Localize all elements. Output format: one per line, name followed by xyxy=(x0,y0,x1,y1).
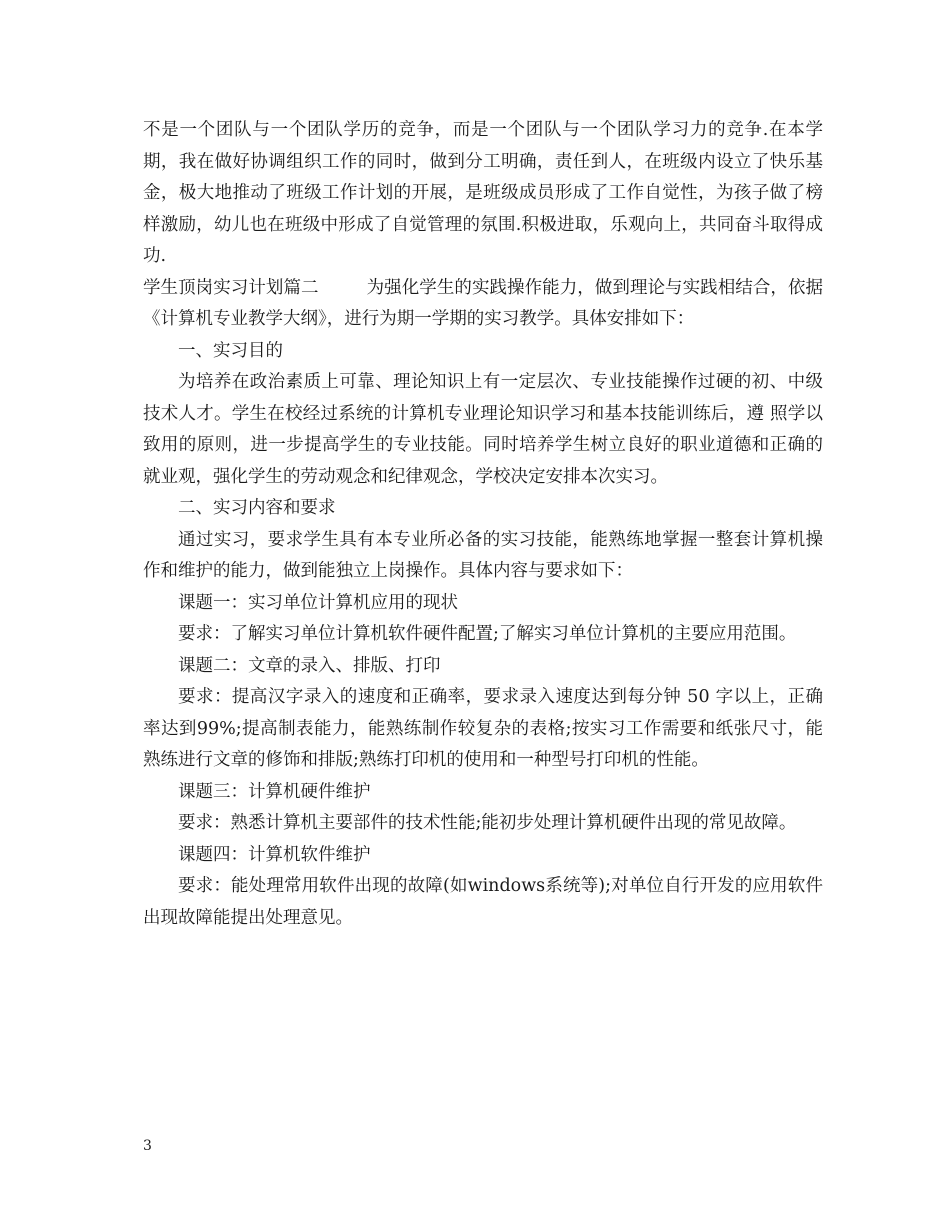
heading-content-requirements: 二、实习内容和要求 xyxy=(178,498,336,518)
topic-3-title: 课题三：计算机硬件维护 xyxy=(178,781,371,802)
heading-internship-purpose: 一、实习目的 xyxy=(178,340,283,361)
paragraph-internship-plan-intro xyxy=(143,273,823,336)
section-title: 学生顶岗实习计划篇二 xyxy=(143,277,319,298)
topic-1-requirement: 要求：了解实习单位计算机软件硬件配置;了解实习单位计算机的主要应用范围。 xyxy=(178,624,797,644)
page-number: 3 xyxy=(143,1138,152,1154)
document-body xyxy=(143,115,823,934)
topic-2-requirement: 要求：提高汉字录入的速度和正确率，要求录入速度达到每分钟 50 字以上，正确率达到99%;提高制表能力，能熟练制作较复杂的表格;按实习工作需要和纸张尺寸，能熟练进行文章的修饰和排版;熟练打印机的使用和一种型号打印机的性能。 xyxy=(143,687,823,770)
paragraph-team-competition: 不是一个团队与一个团队学历的竞争，而是一个团队与一个团队学习力的竞争.在本学期，我在做好协调组织工作的同时，做到分工明确，责任到人，在班级内设立了快乐基金，极大地推动了班级工作计划的开展，是班级成员形成了工作自觉性，为孩子做了榜样激励，幼儿也在班级中形成了自觉管理的氛围.积极进取，乐观向上，共同奋斗取得成功. xyxy=(143,120,823,266)
topic-4-title: 课题四：计算机软件维护 xyxy=(178,844,371,865)
topic-1-title: 课题一：实习单位计算机应用的现状 xyxy=(178,592,458,613)
topic-4-requirement: 要求：能处理常用软件出现的故障(如windows系统等);对单位自行开发的应用软件出现故障能提出处理意见。 xyxy=(143,876,823,928)
paragraph-content-requirements: 通过实习，要求学生具有本专业所必备的实习技能，能熟练地掌握一整套计算机操作和维护的能力，做到能独立上岗操作。具体内容与要求如下： xyxy=(143,529,823,581)
intro-text: 为强化学生的实践操作能力，做到理论与实践相结合，依据《计算机专业教学大纲》，进行为期一学期的实习教学。具体安排如下： xyxy=(143,277,824,329)
paragraph-internship-purpose: 为培养在政治素质上可靠、理论知识上有一定层次、专业技能操作过硬的初、中级技术人才。学生在校经过系统的计算机专业理论知识学习和基本技能训练后，遵 照学以致用的原则，进一步提高学生的专业技能。同时培养学生树立良好的职业道德和正确的就业观，强化学生的劳动观念和纪律观念，学校决定安排本次实习。 xyxy=(143,372,823,487)
topic-3-requirement: 要求：熟悉计算机主要部件的技术性能;能初步处理计算机硬件出现的常见故障。 xyxy=(178,813,797,833)
topic-2-title: 课题二：文章的录入、排版、打印 xyxy=(178,655,441,676)
